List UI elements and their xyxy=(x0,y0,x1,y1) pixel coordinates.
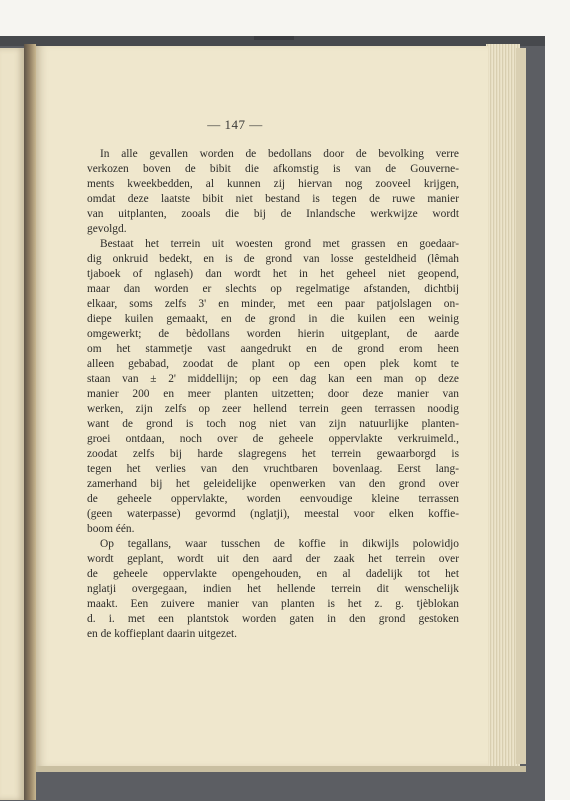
text-line: van uitplanten, zooals die bij de Inlandsche werkwijze wordt xyxy=(87,208,459,220)
text-line: zamerhand bij het geleidelijke openwerken van den grond over xyxy=(87,478,459,490)
binding-mark xyxy=(254,36,294,40)
text-line: (geen waterpasse) gevormd (nglatji), meestal voor elken koffie- xyxy=(87,508,459,520)
book-gutter xyxy=(24,44,36,800)
text-line: tjaboek of nglaseh) dan wordt het in het geheel niet geopend, xyxy=(87,268,459,280)
page-bottom-edge xyxy=(36,766,526,772)
page-number: — 147 — xyxy=(207,117,263,132)
text-line: gevolgd. xyxy=(87,223,127,235)
text-line: dig onkruid bedekt, en is de grond van losse gesteldheid (lêmah xyxy=(87,253,459,265)
text-line: Op tegallans, waar tusschen de koffie in dikwijls polowidjo xyxy=(100,538,459,550)
text-line: maar dan worden er slechts op regelmatige afstanden, dichtbij xyxy=(87,283,459,295)
left-page-edge xyxy=(0,48,24,800)
text-line: nglatji overgegaan, indien het hellende terrein dit wenschelijk xyxy=(87,583,459,595)
text-line: verkozen boven de bibit die afkomstig is van de Gouverne- xyxy=(87,163,459,175)
text-line: Bestaat het terrein uit woesten grond met grassen en goedaar- xyxy=(100,238,459,250)
text-line: staan van ± 2' middellijn; op een dag kan een man op deze xyxy=(87,373,459,385)
text-line: In alle gevallen worden de bedollans door de bevolking verre xyxy=(100,148,459,160)
text-line: omgewerkt; de bèdollans worden hierin uitgeplant, de aarde xyxy=(87,328,459,340)
text-line: boom één. xyxy=(87,523,135,535)
text-line: tegen het verlies van den vruchtbaren bovenlaag. Eerst lang- xyxy=(87,463,459,475)
text-line: manier 200 en meer planten uitzetten; door deze manier van xyxy=(87,388,459,400)
text-line: alleen gebabad, zoodat de plant op een open plek komt te xyxy=(87,358,459,370)
text-line: de geheele oppervlakte opengehouden, en al dadelijk tot het xyxy=(87,568,459,580)
text-line: werken, zijn zelfs op zeer hellend terrein geen terrassen noodig xyxy=(87,403,459,415)
text-line: en de koffieplant daarin uitgezet. xyxy=(87,628,238,640)
text-line: wordt geplant, wordt uit den aard der zaak het terrein over xyxy=(87,553,459,565)
text-line: want de grond is toch nog niet van zijn natuurlijke planten- xyxy=(87,418,459,430)
text-line: groei ontdaan, noch over de geheele oppervlakte verkruimeld., xyxy=(87,433,459,445)
text-line: d. i. met een plantstok worden gaten in den grond gestoken xyxy=(87,613,459,625)
text-line: omdat deze laatste bibit niet bestand is tegen de ruwe manier xyxy=(87,193,459,205)
text-line: zoodat zelfs bij harde slagregens het terrein gewaarborgd is xyxy=(87,448,459,460)
text-line: elkaar, soms zelfs 3' en minder, met een paar patjolslagen on- xyxy=(87,298,459,310)
page-block-edges xyxy=(486,44,520,768)
text-line: maakt. Een zuivere manier van planten is het z. g. tjèblokan xyxy=(87,598,459,610)
text-line: de geheele oppervlakte, worden eenvoudige kleine terrassen xyxy=(87,493,459,505)
text-line: om het stammetje vast aangedrukt en de grond erom heen xyxy=(87,343,459,355)
text-line: diepe kuilen gemaakt, en de grond in die kuilen een weinig xyxy=(87,313,459,325)
text-line: ments kweekbedden, al kunnen zij hiervan nog zooveel krijgen, xyxy=(87,178,459,190)
page-block-outer-edge xyxy=(516,48,526,764)
